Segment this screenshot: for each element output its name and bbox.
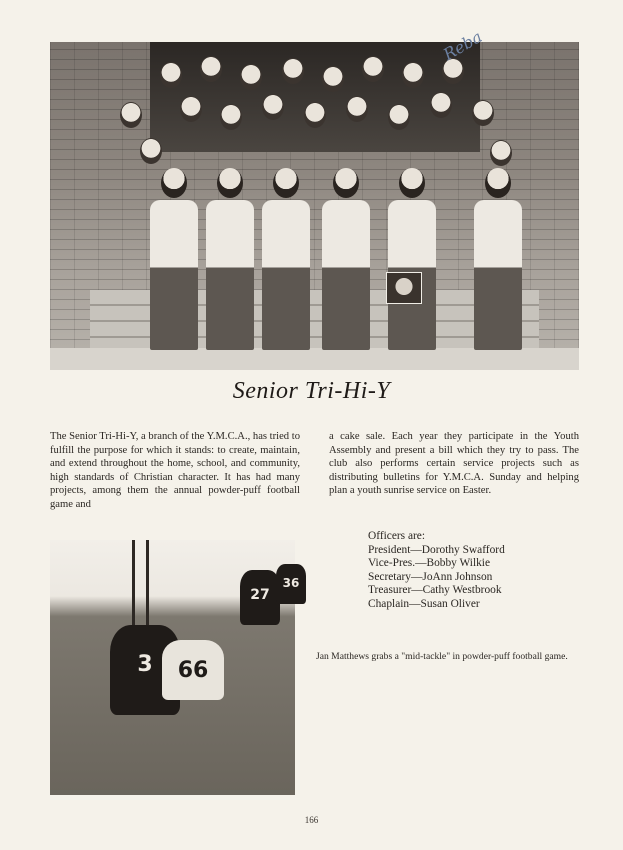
officer-chaplain: Chaplain—Susan Oliver [368, 597, 480, 610]
player-jersey: 36 [276, 564, 306, 604]
group-photo [50, 26, 579, 370]
page-number: 166 [304, 815, 319, 825]
page-title: Senior Tri-Hi-Y [232, 378, 391, 404]
photo-ground [50, 348, 579, 370]
officer-secretary: Secretary—JoAnn Johnson [368, 570, 493, 583]
player-jersey: 3 [110, 625, 180, 715]
inset-portrait [386, 272, 422, 304]
football-photo [50, 540, 300, 795]
handwritten-signature: Reba [440, 26, 486, 65]
player-jersey: 66 [162, 640, 224, 700]
body-text-right: a cake sale. Each year they participate in the Youth Assembly and present a bill which they try to pass. The club also performs certain service projects such as distributing bulletins for Y.M.C.A. Sunday and helping plan a youth sunrise service on Easter. [329, 431, 579, 496]
officers-list [368, 530, 505, 612]
body-text-left: The Senior Tri-Hi-Y, a branch of the Y.M.C.A., has tried to fulfill the purpose for which it stands: to create, maintain, and extend throughout the home, school, and community, high standards of Christian character. It has had many projects, among them the annual powder-puff football game and [50, 431, 300, 510]
officer-treasurer: Treasurer—Cathy Westbrook [368, 584, 502, 597]
officer-president: President—Dorothy Swafford [368, 543, 505, 556]
officer-vice-president: Vice-Pres.—Bobby Wilkie [368, 557, 491, 570]
player-jersey: 27 [240, 570, 280, 625]
photo-caption: Jan Matthews grabs a "mid-tackle" in powder-puff football game. [316, 651, 568, 662]
photo-back-rows [50, 52, 579, 182]
officers-heading: Officers are: [368, 530, 426, 542]
